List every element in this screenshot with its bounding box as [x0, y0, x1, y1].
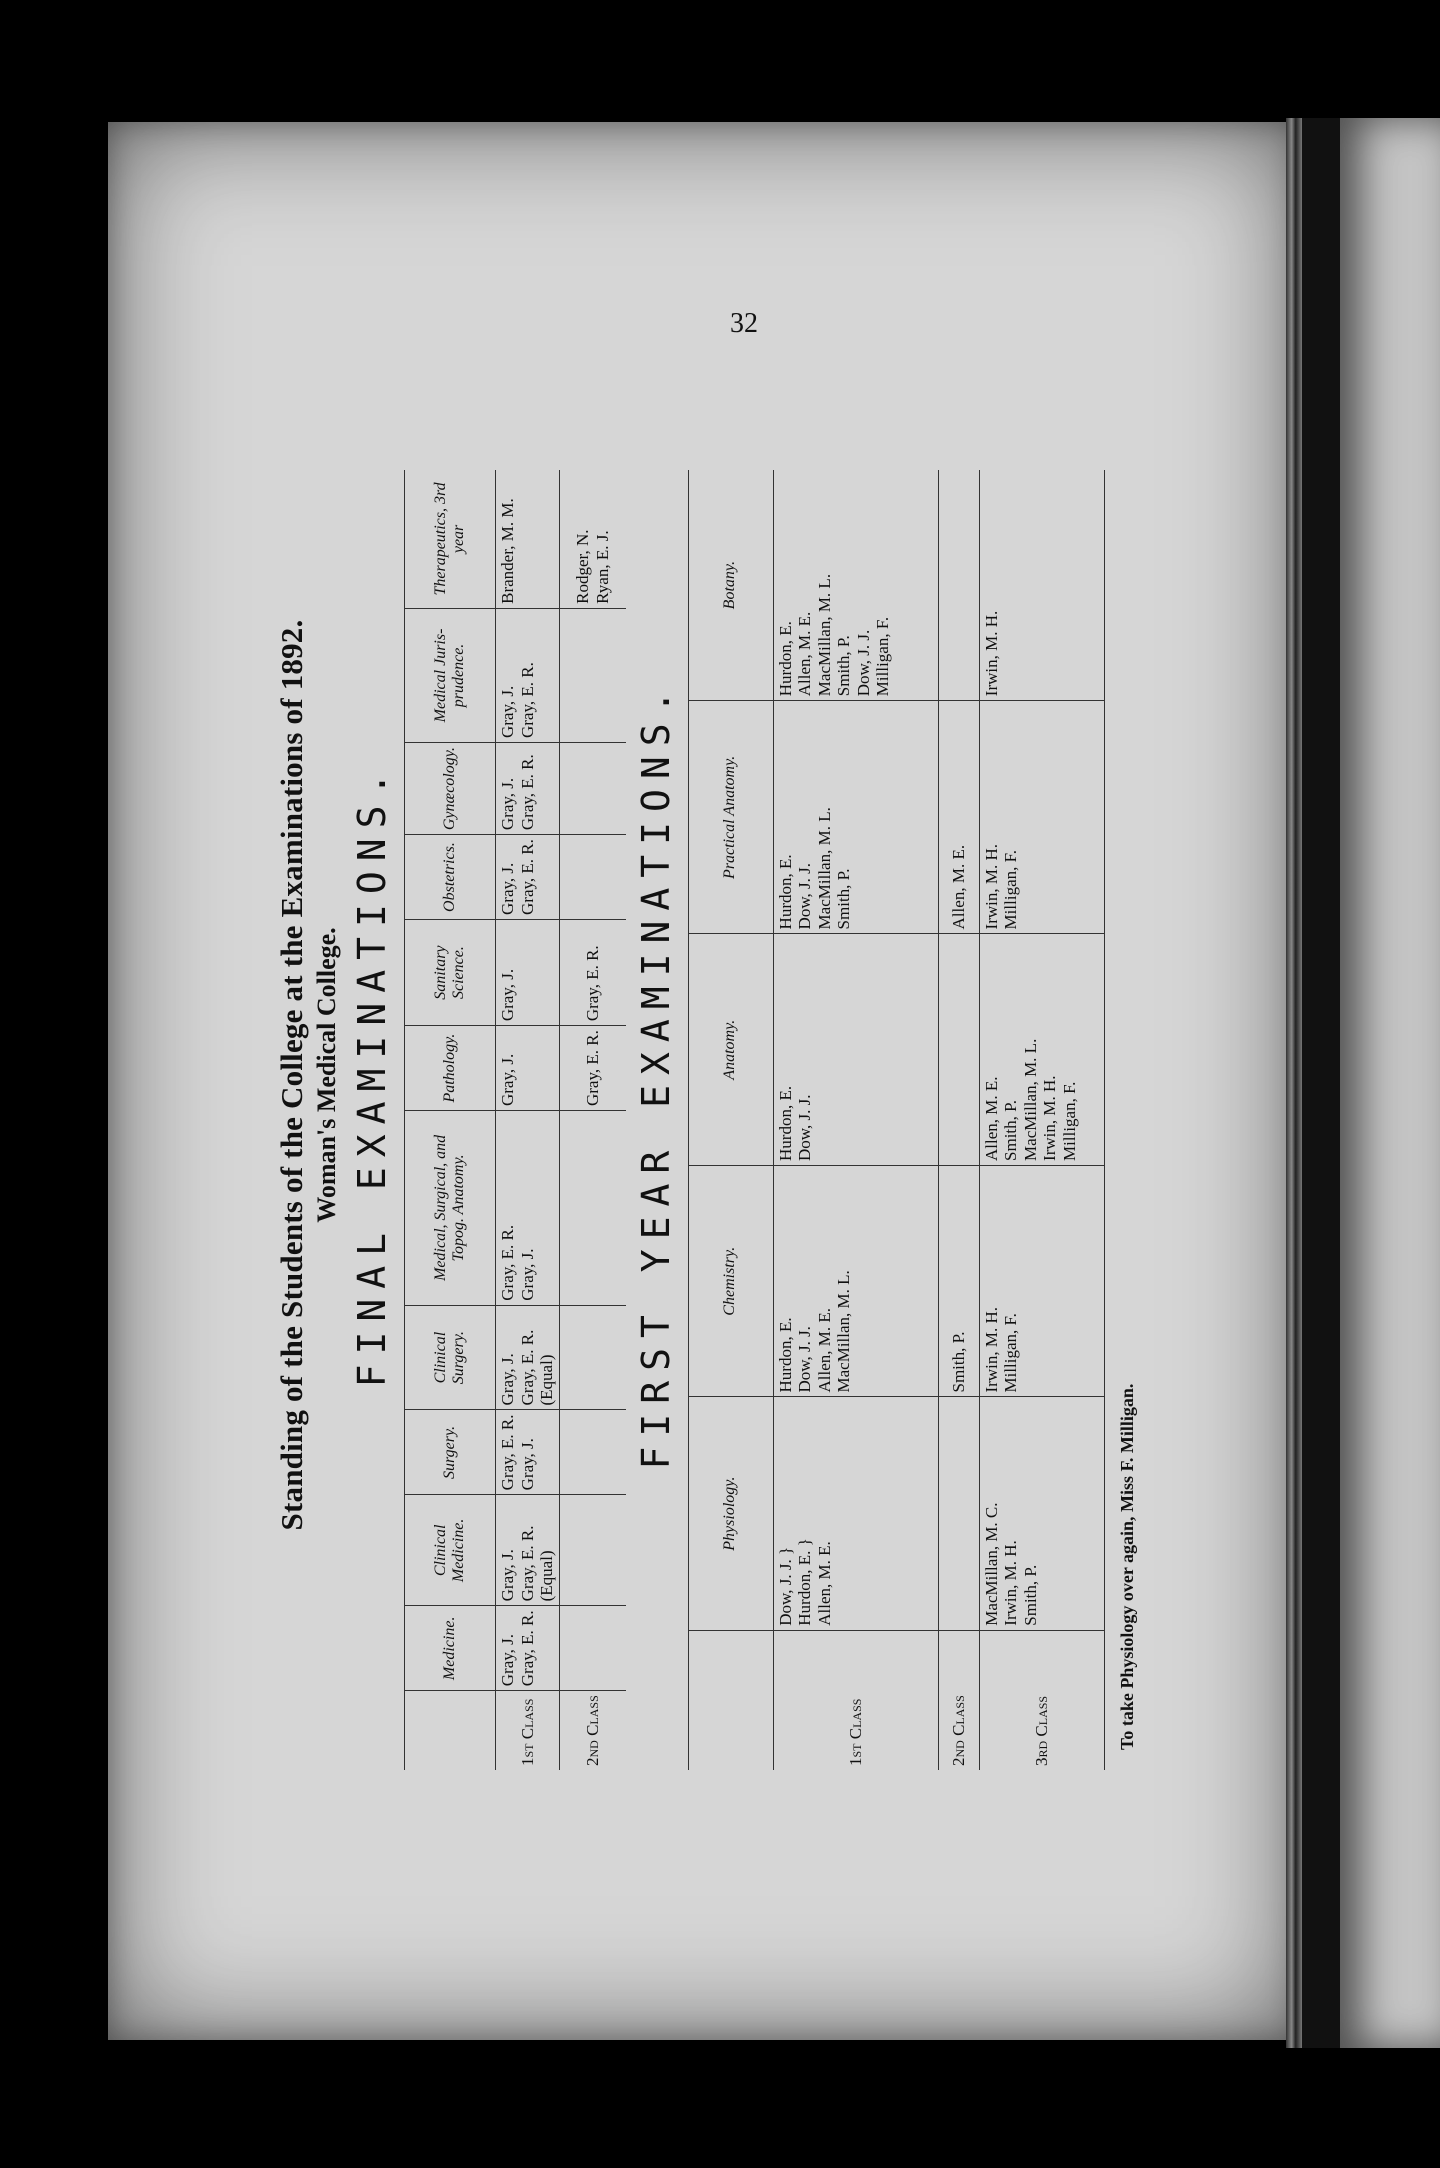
facing-page-edge	[1340, 118, 1440, 2048]
table-cell	[559, 1111, 626, 1306]
student-name: (Equal)	[537, 1354, 557, 1406]
first-year-body	[773, 470, 1104, 1770]
column-header: Medical, Surgical, and Topog. Anatomy.	[405, 1111, 496, 1306]
student-name: Gray, E. R.	[582, 945, 602, 1022]
table-cell	[559, 470, 626, 608]
student-name: Allen, M. E.	[795, 611, 815, 697]
student-name: Gray, J.	[498, 777, 517, 831]
table-row	[979, 470, 1104, 1770]
student-name: Gray, J.	[517, 1438, 537, 1491]
column-header: Clinical Surgery.	[405, 1305, 496, 1410]
table-cell	[979, 1165, 1104, 1397]
student-name: Dow, J. J.	[795, 863, 815, 930]
table-cell	[938, 1165, 979, 1397]
class-label: 1st Class	[845, 1698, 865, 1766]
student-name: Gray, J.	[498, 968, 517, 1022]
table-cell	[496, 608, 560, 742]
first-year-header-row	[688, 470, 773, 1770]
class-label: 3rd Class	[979, 1630, 1104, 1770]
table-cell	[559, 1606, 626, 1691]
student-name: Milligan, F.	[1059, 1081, 1079, 1161]
class-label: 2nd Class	[559, 1691, 626, 1770]
page-subtitle: Woman's Medical College.	[312, 927, 341, 1223]
table-cell	[979, 470, 1104, 701]
student-name: Milligan, F.	[1001, 1313, 1021, 1393]
table-cell	[773, 934, 938, 1166]
student-name: Gray, E. R.	[517, 754, 537, 831]
table-cell	[496, 1606, 560, 1691]
student-name: Hurdon, E.	[775, 1085, 795, 1161]
page-binding	[1286, 118, 1302, 2048]
student-name: Gray, E. R.	[517, 1610, 537, 1687]
column-header: Medicine.	[405, 1606, 496, 1691]
student-name: Gray, J.	[498, 1633, 517, 1687]
student-name: Smith, P.	[834, 635, 854, 697]
column-header: Physiology.	[688, 1397, 773, 1630]
table-cell	[559, 1495, 626, 1606]
first-year-table	[688, 470, 1105, 1770]
student-name: Rodger, N.	[573, 529, 593, 604]
table-cell	[938, 1397, 979, 1630]
table-cell	[938, 470, 979, 701]
student-name: Gray, J.	[498, 685, 517, 739]
student-name: Gray, J.	[498, 1549, 517, 1602]
first-year-heading: FIRST YEAR EXAMINATIONS.	[633, 680, 678, 1470]
table-cell	[559, 1305, 626, 1410]
table-cell	[559, 835, 626, 920]
student-name: Milligan, F.	[873, 616, 893, 697]
column-header: Therapeutics, 3rd year	[405, 470, 496, 608]
column-header: Sanitary Science.	[405, 919, 496, 1025]
student-name: Hurdon, E.	[775, 621, 795, 697]
student-name: Dow, J. J.	[795, 1326, 815, 1393]
student-name: Allen, M. E.	[948, 844, 968, 930]
page-number: 32	[730, 308, 758, 339]
table-cell	[559, 1410, 626, 1495]
student-name: Milligan, F.	[1001, 850, 1021, 930]
student-name: Brander, M. M.	[498, 498, 517, 604]
column-header: Gynæcology.	[405, 743, 496, 835]
table-cell	[496, 1305, 560, 1410]
student-name: Gray, E. R.	[498, 1224, 517, 1301]
student-name: Ryan, E. J.	[592, 530, 612, 604]
column-header: Obstetrics.	[405, 835, 496, 920]
column-header: Anatomy.	[688, 934, 773, 1166]
table-cell	[979, 934, 1104, 1166]
student-name: Smith, P.	[834, 868, 854, 930]
student-name: Dow, J. J. }	[775, 1546, 795, 1626]
student-name: Gray, J.	[517, 1248, 537, 1301]
student-name: Hurdon, E.	[775, 1317, 795, 1393]
table-cell	[496, 1026, 560, 1111]
student-name: Smith, P.	[1001, 1100, 1021, 1161]
table-row	[559, 470, 626, 1770]
table-cell	[559, 743, 626, 835]
student-name: Irwin, M. H.	[1040, 1075, 1060, 1161]
class-label: 2nd Class	[938, 1630, 979, 1770]
table-cell	[938, 701, 979, 934]
book-spine	[1302, 118, 1340, 2048]
student-name: MacMillan, M. L.	[1020, 1038, 1040, 1161]
table-cell	[496, 470, 560, 608]
student-name: Gray, J.	[498, 1353, 517, 1406]
student-name: Dow, J. J.	[795, 1094, 815, 1161]
column-header: Pathology.	[405, 1026, 496, 1111]
table-cell	[496, 1495, 560, 1606]
student-name: Allen, M. E.	[814, 1541, 834, 1626]
table-cell	[979, 701, 1104, 934]
column-header: Clinical Medicine.	[405, 1495, 496, 1606]
student-name: Gray, E. R.	[517, 662, 537, 739]
table-cell	[496, 1410, 560, 1495]
student-name: Gray, J.	[498, 1053, 517, 1107]
student-name: Irwin, M. H.	[1001, 1540, 1021, 1626]
class-label: 1st Class	[517, 1698, 537, 1766]
student-name: Gray, E. R.	[517, 1329, 537, 1406]
column-header: Medical Juris-prudence.	[405, 608, 496, 742]
table-cell	[496, 835, 560, 920]
student-name: MacMillan, M. L.	[814, 807, 834, 930]
corner-cell	[688, 1630, 773, 1770]
table-cell	[773, 1165, 938, 1397]
table-row	[773, 470, 938, 1770]
student-name: (Equal)	[537, 1550, 557, 1602]
student-name: Irwin, M. H.	[981, 610, 1001, 697]
table-cell	[496, 743, 560, 835]
student-name: Smith, P.	[948, 1331, 968, 1393]
column-header: Surgery.	[405, 1410, 496, 1495]
student-name: Gray, E. R.	[517, 839, 537, 915]
student-name: Hurdon, E. }	[795, 1538, 815, 1626]
table-cell	[773, 701, 938, 934]
final-exam-table	[404, 470, 626, 1770]
page-title: Standing of the Students of the College at the Examinations of 1892.	[274, 619, 309, 1531]
table-row	[938, 470, 979, 1770]
table-cell	[559, 608, 626, 742]
student-name: Gray, E. R.	[517, 1525, 537, 1602]
student-name: Irwin, M. H.	[981, 1307, 1001, 1393]
student-name: Hurdon, E.	[775, 854, 795, 930]
student-name: Gray, E. R.	[498, 1414, 517, 1491]
student-name: Gray, J.	[498, 862, 517, 915]
column-header: Chemistry.	[688, 1165, 773, 1397]
table-cell	[773, 1397, 938, 1630]
table-cell	[559, 1026, 626, 1111]
table-cell	[496, 1111, 560, 1306]
student-name: MacMillan, M. L.	[834, 1270, 854, 1393]
student-name: Gray, E. R.	[582, 1030, 602, 1107]
student-name: Smith, P.	[1020, 1564, 1040, 1626]
column-header: Practical Anatomy.	[688, 701, 773, 934]
table-cell	[979, 1397, 1104, 1630]
student-name: Irwin, M. H.	[981, 843, 1001, 930]
table-cell	[773, 470, 938, 701]
student-name: MacMillan, M. C.	[981, 1502, 1001, 1626]
footnote: To take Physiology over again, Miss F. Milligan.	[1116, 1383, 1137, 1750]
final-body	[496, 470, 626, 1770]
student-name: MacMillan, M. L.	[814, 573, 834, 697]
table-row	[496, 470, 560, 1770]
rotated-page-content	[240, 340, 1200, 1810]
student-name: Allen, M. E.	[981, 1076, 1001, 1161]
table-cell	[559, 919, 626, 1025]
student-name: Allen, M. E.	[814, 1307, 834, 1393]
final-header-row	[405, 470, 496, 1770]
student-name: Dow, J. J.	[853, 629, 873, 697]
column-header: Botany.	[688, 470, 773, 701]
table-cell	[496, 919, 560, 1025]
table-cell	[938, 934, 979, 1166]
corner-cell	[405, 1691, 496, 1770]
final-exam-heading: FINAL EXAMINATIONS.	[350, 762, 394, 1388]
